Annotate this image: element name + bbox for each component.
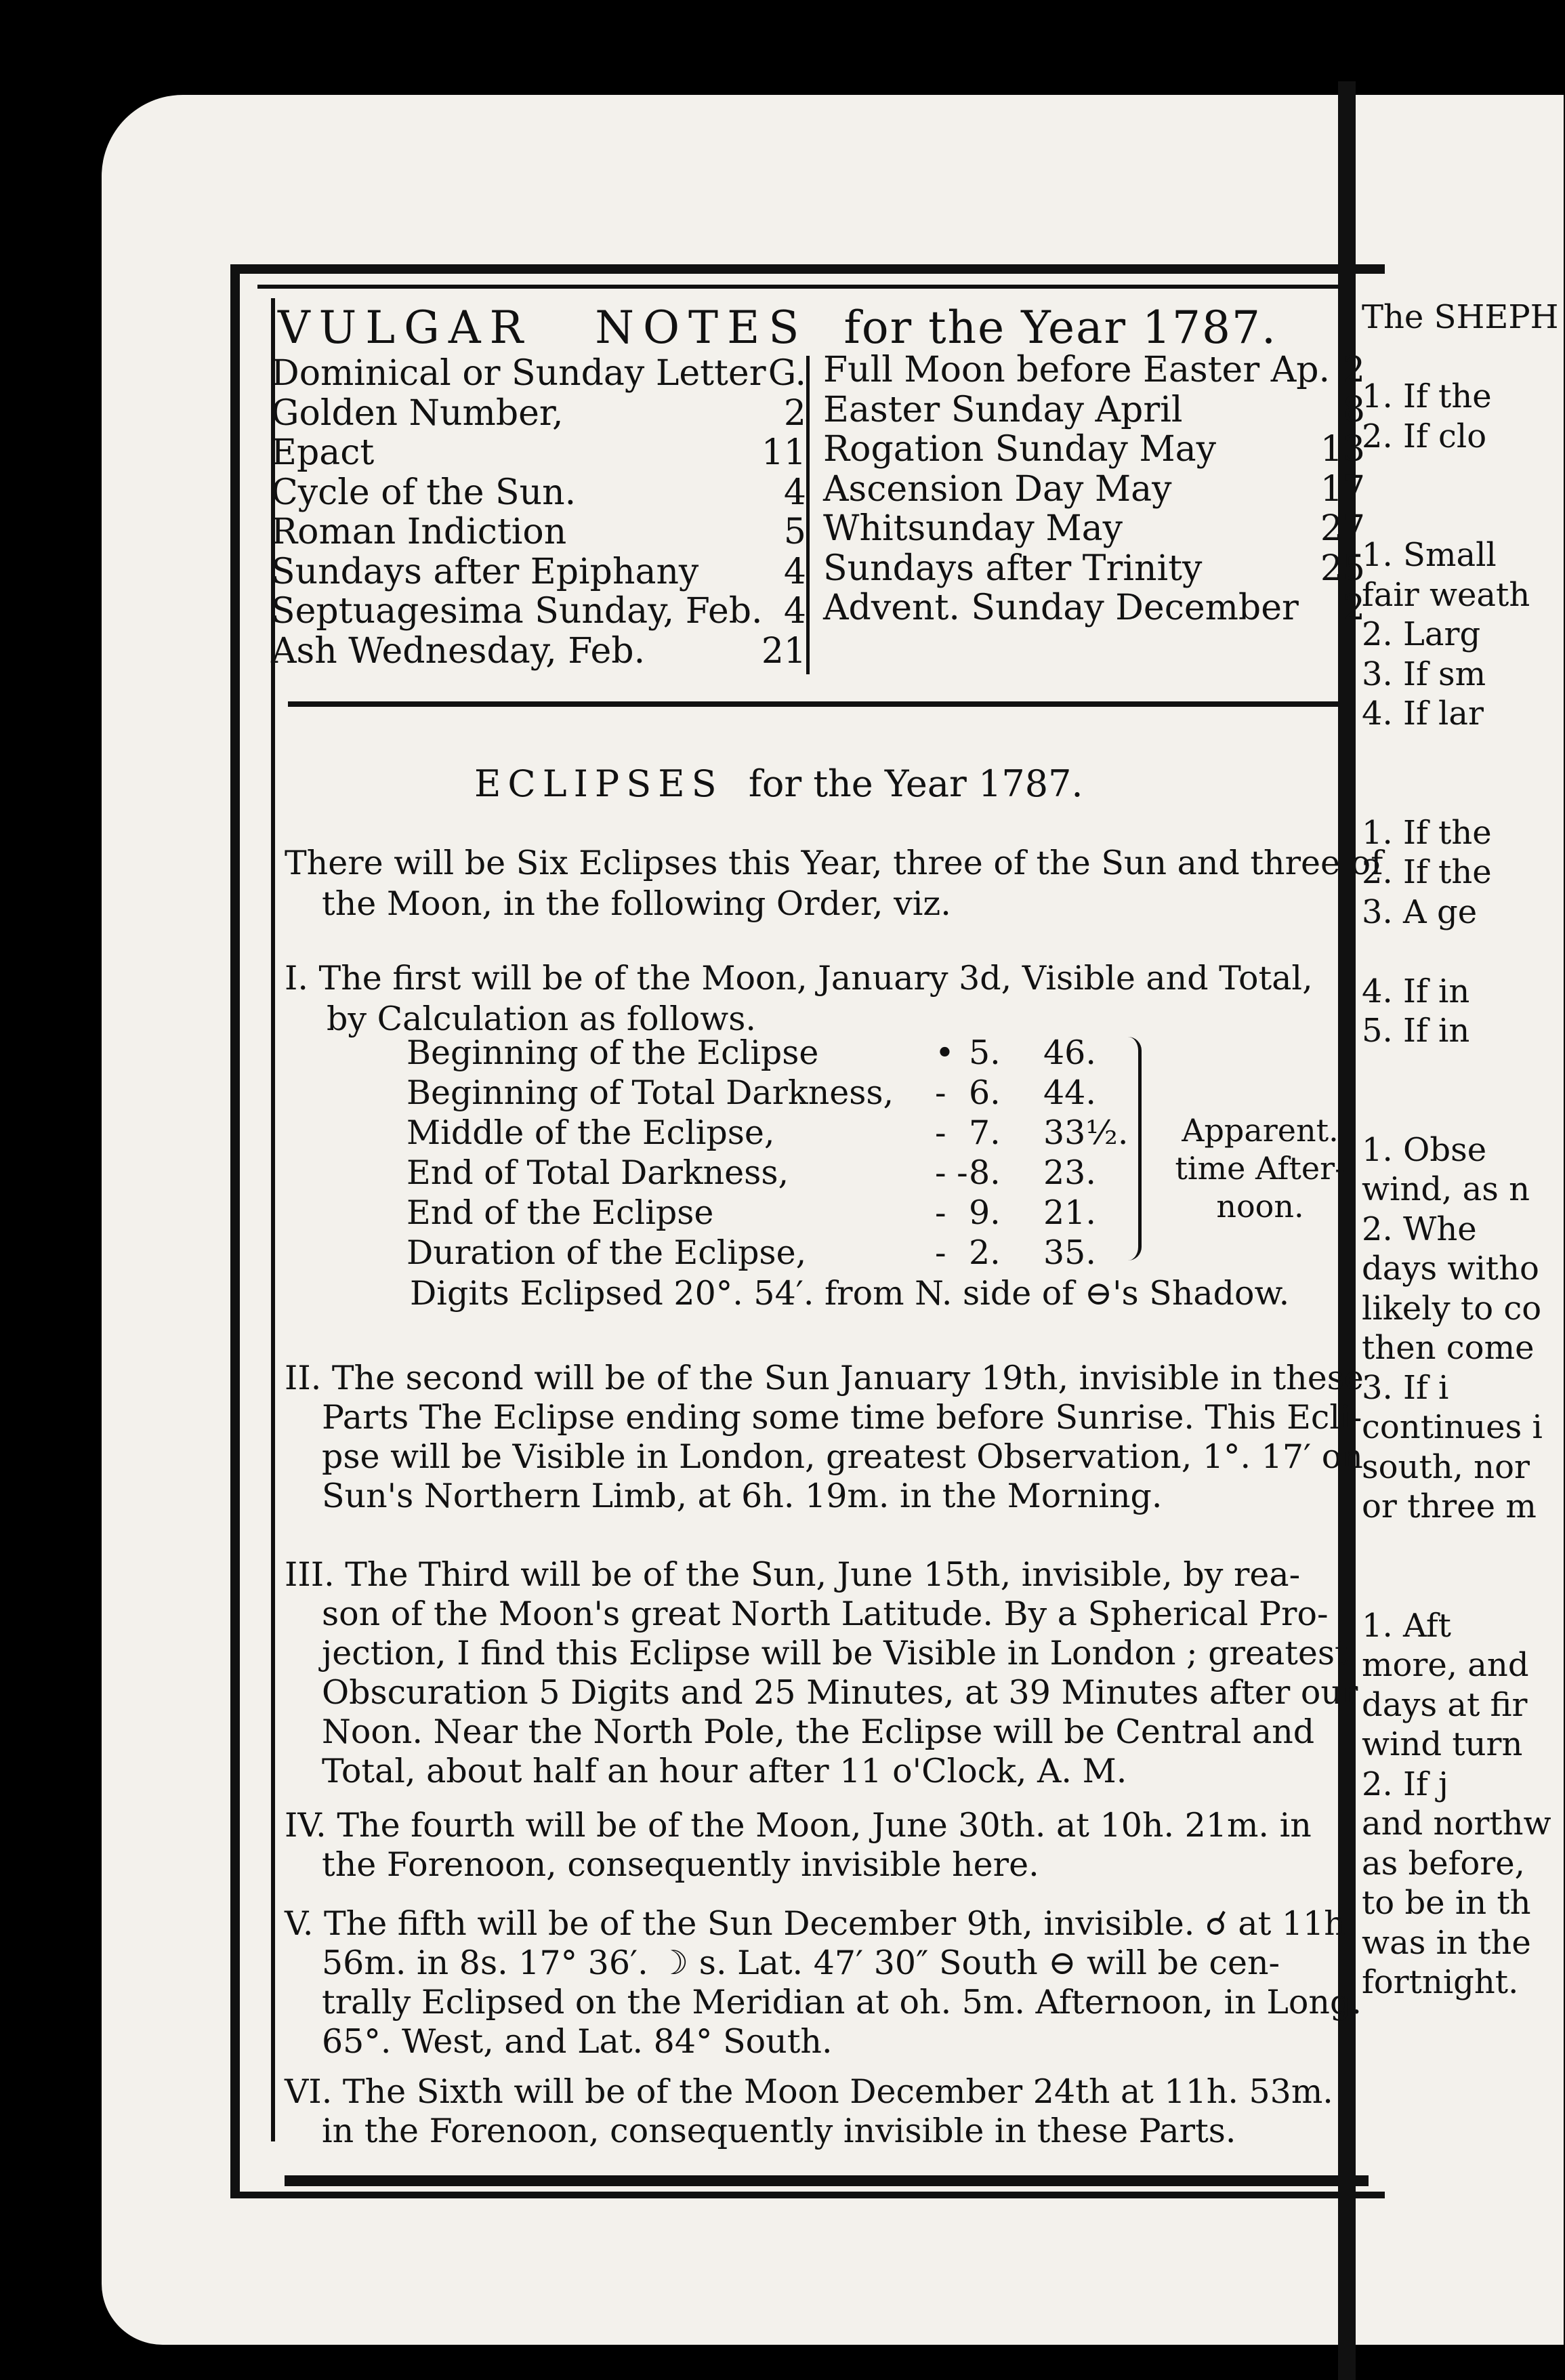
adjacent-page-line: days witho: [1362, 1250, 1539, 1288]
vulgar-notes-left-column: [271, 354, 806, 671]
fifth-eclipse-line: trally Eclipsed on the Meridian at oh. 5m. Afternoon, in Long.: [322, 1983, 1362, 2022]
vulgar-note-row: Golden Number, 2: [271, 392, 806, 434]
second-eclipse-line: pse will be Visible in London, greatest Observation, 1°. 17′ on: [322, 1437, 1363, 1476]
frame-inner-top-rule: [257, 285, 1341, 289]
column-divider: [806, 356, 810, 674]
fifth-eclipse-line: 56m. in 8s. 17° 36′. ☽ s. Lat. 47′ 30″ South ⊖ will be cen-: [322, 1944, 1280, 1982]
brace-note: Apparent. time After- noon.: [1175, 1112, 1345, 1225]
section-rule: [288, 701, 1338, 707]
first-eclipse-line: by Calculation as follows.: [327, 1000, 756, 1038]
second-eclipse-line: II. The second will be of the Sun January 19th, invisible in these: [285, 1359, 1364, 1397]
adjacent-page-line: then come: [1362, 1329, 1535, 1367]
third-eclipse-line: jection, I find this Eclipse will be Visible in London ; greatest: [322, 1634, 1348, 1673]
adjacent-page-line: continues i: [1362, 1408, 1543, 1446]
eclipses-intro-line: the Moon, in the following Order, viz.: [322, 884, 951, 923]
third-eclipse-line: Total, about half an hour after 11 o'Clock, A. M.: [322, 1752, 1127, 1790]
eclipse-time-row: Beginning of the Eclipse • 5. 46.: [406, 1033, 1096, 1072]
second-eclipse-line: Parts The Eclipse ending some time before Sunrise. This Ecli-: [322, 1398, 1362, 1437]
adjacent-page-line: south, nor: [1362, 1448, 1530, 1486]
vulgar-note-row: Full Moon before Easter Ap. 2: [823, 350, 1365, 390]
adjacent-page-line: to be in th: [1362, 1884, 1531, 1922]
eclipse-time-row: Middle of the Eclipse, - 7. 33½.: [406, 1113, 1129, 1152]
vulgar-note-row: Dominical or Sunday Letter G.: [271, 353, 806, 394]
adjacent-page-line: wind turn: [1362, 1725, 1523, 1763]
third-eclipse-line: son of the Moon's great North Latitude. By a Spherical Pro-: [322, 1595, 1329, 1633]
adjacent-page-line: likely to co: [1362, 1289, 1542, 1328]
sixth-eclipse-line: in the Forenoon, consequently invisible in these Parts.: [322, 2112, 1236, 2150]
vulgar-notes-title: VULGAR NOTES for the Year 1787.: [278, 302, 1277, 354]
adjacent-page-line: 2. If clo: [1362, 417, 1487, 455]
adjacent-page-line: was in the: [1362, 1923, 1531, 1962]
vulgar-note-row: Epact 11: [271, 432, 806, 473]
third-eclipse-line: Noon. Near the North Pole, the Eclipse will be Central and: [322, 1712, 1315, 1751]
adjacent-page-line: 2. Larg: [1362, 615, 1481, 653]
adjacent-page-line: 3. If sm: [1362, 655, 1486, 693]
vulgar-note-row: Septuagesima Sunday, Feb. 4: [271, 591, 806, 632]
adjacent-page-line: fortnight.: [1362, 1963, 1519, 2001]
second-eclipse-line: Sun's Northern Limb, at 6h. 19m. in the Morning.: [322, 1477, 1163, 1515]
vulgar-note-row: Ascension Day May 17: [823, 468, 1365, 510]
fourth-eclipse-line: IV. The fourth will be of the Moon, June 30th. at 10h. 21m. in: [285, 1806, 1312, 1845]
eclipses-heading: ECLIPSES for the Year 1787.: [474, 762, 1083, 805]
vulgar-note-row: Rogation Sunday May 13: [823, 429, 1365, 470]
adjacent-page-line: 1. If the: [1362, 377, 1492, 415]
adjacent-page-line: 1. Obse: [1362, 1130, 1487, 1169]
brace-bracket: [1111, 1037, 1142, 1260]
adjacent-page-line: 2. If the: [1362, 853, 1492, 891]
eclipse-time-row: End of the Eclipse - 9. 21.: [406, 1193, 1096, 1232]
adjacent-page-line: 4. If in: [1362, 972, 1470, 1010]
eclipse-time-row: End of Total Darkness, - - 8. 23.: [406, 1153, 1096, 1192]
vulgar-note-row: Sundays after Trinity 25: [823, 548, 1365, 589]
adjacent-page-line: 3. If i: [1362, 1368, 1449, 1407]
adjacent-page-line: 1. Small: [1362, 536, 1497, 574]
vulgar-note-row: Cycle of the Sun. 4: [271, 472, 806, 513]
adjacent-page-line: 3. A ge: [1362, 893, 1478, 931]
fifth-eclipse-line: V. The fifth will be of the Sun December 9th, invisible. ☌ at 11h: [285, 1904, 1345, 1943]
adjacent-page-line: or three m: [1362, 1488, 1537, 1525]
vulgar-note-row: Whitsunday May 27: [823, 508, 1365, 549]
first-eclipse-line: I. The first will be of the Moon, January 3d, Visible and Total,: [285, 959, 1313, 998]
vulgar-note-row: Sundays after Epiphany 4: [271, 551, 806, 592]
adjacent-page-line: wind, as n: [1362, 1170, 1530, 1208]
eclipse-time-row: Duration of the Eclipse, - 2. 35.: [406, 1233, 1096, 1272]
adjacent-page-line: 5. If in: [1362, 1012, 1470, 1050]
bottom-rule: [285, 2175, 1369, 2186]
digits-eclipsed-line: Digits Eclipsed 20°. 54′. from N. side of ⊖'s Shadow.: [410, 1274, 1290, 1313]
vulgar-note-row: Ash Wednesday, Feb. 21: [271, 630, 806, 672]
adjacent-page-line: more, and: [1362, 1646, 1529, 1684]
sixth-eclipse-line: VI. The Sixth will be of the Moon December 24th at 11h. 53m.: [285, 2072, 1333, 2111]
adjacent-page-line: 1. If the: [1362, 813, 1492, 852]
adjacent-page-line: 2. If j: [1362, 1765, 1448, 1803]
adjacent-page-line: and northw: [1362, 1805, 1551, 1843]
vulgar-note-row: Easter Sunday April 8: [823, 389, 1365, 430]
adjacent-page-line: 1. Aft: [1362, 1606, 1451, 1645]
fifth-eclipse-line: 65°. West, and Lat. 84° South.: [322, 2022, 833, 2061]
adjacent-page-line: as before,: [1362, 1844, 1525, 1883]
eclipse-time-row: Beginning of Total Darkness, - 6. 44.: [406, 1073, 1096, 1112]
fourth-eclipse-line: the Forenoon, consequently invisible here.: [322, 1845, 1039, 1884]
vulgar-notes-right-column: [823, 350, 1365, 628]
adjacent-page-line: 2. Whe: [1362, 1210, 1477, 1248]
adjacent-page-line: fair weath: [1362, 575, 1530, 614]
adjacent-page-line: The SHEPH: [1362, 298, 1559, 336]
vulgar-note-row: Advent. Sunday December 2: [823, 588, 1365, 628]
eclipses-intro-line: There will be Six Eclipses this Year, three of the Sun and three of: [285, 844, 1383, 882]
adjacent-page-line: days at fir: [1362, 1685, 1528, 1724]
adjacent-page-line: 4. If lar: [1362, 695, 1484, 733]
third-eclipse-line: III. The Third will be of the Sun, June 15th, invisible, by rea-: [285, 1555, 1301, 1594]
adjacent-page-fragment: [1362, 298, 1565, 2003]
vulgar-note-row: Roman Indiction 5: [271, 512, 806, 552]
third-eclipse-line: Obscuration 5 Digits and 25 Minutes, at 39 Minutes after our: [322, 1673, 1358, 1712]
